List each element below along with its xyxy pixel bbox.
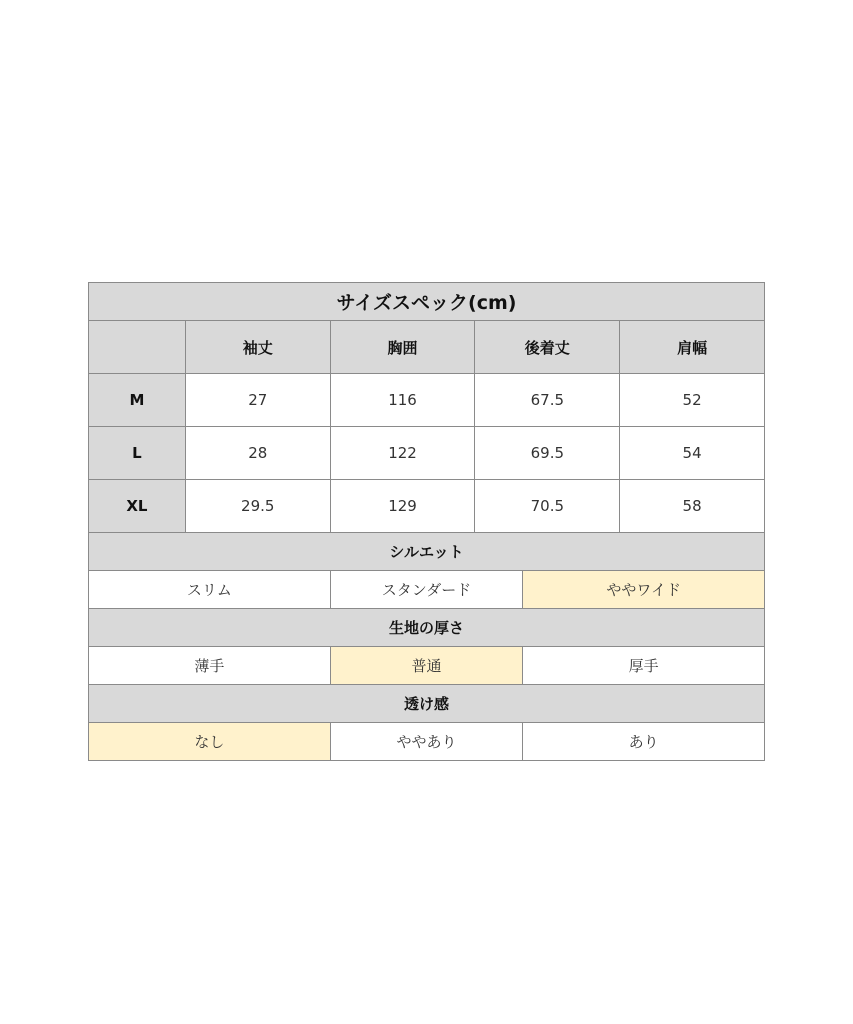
spec-header-row	[89, 321, 765, 374]
size-spec-table	[88, 282, 765, 761]
option-none: なし	[89, 723, 331, 761]
header-corner	[89, 321, 186, 374]
size-label: M	[89, 374, 186, 427]
silhouette-title: シルエット	[89, 533, 765, 571]
option-standard: スタンダード	[331, 571, 524, 609]
header-back-length: 後着丈	[475, 321, 620, 374]
table-row	[89, 427, 765, 480]
value-cell: 52	[620, 374, 765, 427]
option-slim: スリム	[89, 571, 331, 609]
table-title: サイズスペック(cm)	[89, 283, 765, 321]
size-label: L	[89, 427, 186, 480]
thickness-title-row	[89, 609, 765, 647]
silhouette-options	[89, 571, 765, 609]
sheerness-title: 透け感	[89, 685, 765, 723]
value-cell: 70.5	[475, 480, 620, 533]
size-label: XL	[89, 480, 186, 533]
value-cell: 129	[331, 480, 476, 533]
thickness-options	[89, 647, 765, 685]
option-normal: 普通	[331, 647, 524, 685]
option-yes: あり	[523, 723, 765, 761]
value-cell: 54	[620, 427, 765, 480]
value-cell: 29.5	[186, 480, 331, 533]
table-row	[89, 480, 765, 533]
option-thick: 厚手	[523, 647, 765, 685]
silhouette-title-row	[89, 533, 765, 571]
sheerness-title-row	[89, 685, 765, 723]
header-sleeve-length: 袖丈	[186, 321, 331, 374]
option-slightly-wide: ややワイド	[523, 571, 765, 609]
value-cell: 69.5	[475, 427, 620, 480]
sheerness-options	[89, 723, 765, 761]
header-shoulder-width: 肩幅	[620, 321, 765, 374]
table-row	[89, 374, 765, 427]
value-cell: 28	[186, 427, 331, 480]
value-cell: 58	[620, 480, 765, 533]
value-cell: 67.5	[475, 374, 620, 427]
value-cell: 122	[331, 427, 476, 480]
option-slightly: ややあり	[331, 723, 524, 761]
header-chest: 胸囲	[331, 321, 476, 374]
thickness-title: 生地の厚さ	[89, 609, 765, 647]
value-cell: 116	[331, 374, 476, 427]
value-cell: 27	[186, 374, 331, 427]
option-thin: 薄手	[89, 647, 331, 685]
title-row	[89, 283, 765, 321]
